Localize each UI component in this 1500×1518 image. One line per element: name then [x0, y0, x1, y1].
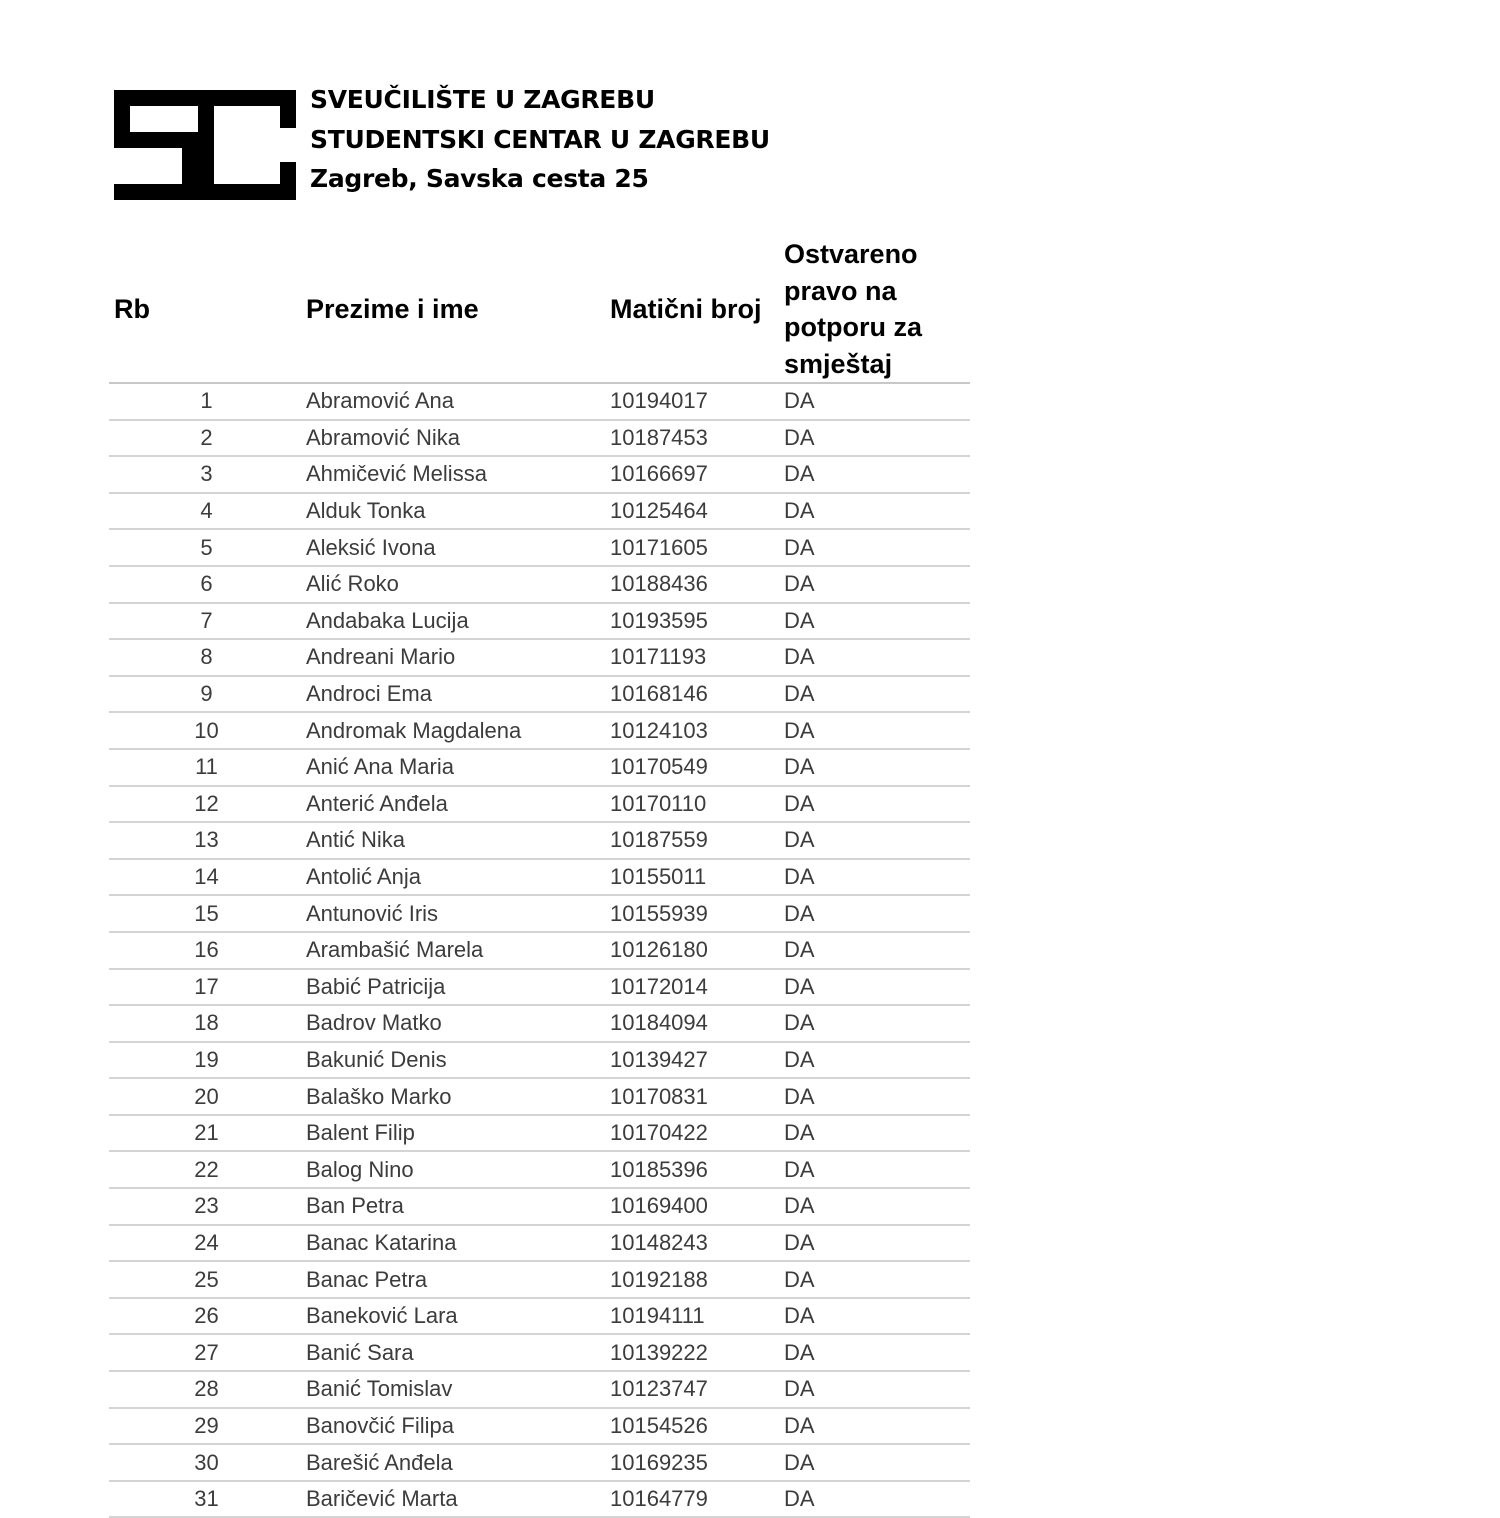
entitlement-status: DA: [784, 786, 970, 823]
student-id: 10154526: [609, 1408, 784, 1445]
row-number: 11: [109, 749, 304, 786]
row-number: 5: [109, 529, 304, 566]
student-name: Banac Katarina: [304, 1225, 609, 1262]
student-id: 10192188: [609, 1261, 784, 1298]
student-id: 10148243: [609, 1225, 784, 1262]
student-id: 10169235: [609, 1444, 784, 1481]
entitlement-status: DA: [784, 822, 970, 859]
student-name: Abramović Ana: [304, 383, 609, 420]
table-row: [109, 786, 970, 823]
table-row: [109, 822, 970, 859]
student-name: Alić Roko: [304, 566, 609, 603]
entitlement-status: DA: [784, 1298, 970, 1335]
table-row: [109, 859, 970, 896]
student-name: Balog Nino: [304, 1151, 609, 1188]
table-row: [109, 1298, 970, 1335]
student-id: 10123747: [609, 1371, 784, 1408]
row-number: 13: [109, 822, 304, 859]
row-number: 15: [109, 895, 304, 932]
student-id: 10139427: [609, 1042, 784, 1079]
row-number: 17: [109, 969, 304, 1006]
row-number: 26: [109, 1298, 304, 1335]
table-row: [109, 1151, 970, 1188]
entitlement-status: DA: [784, 895, 970, 932]
student-id: 10184094: [609, 1005, 784, 1042]
student-name: Bakunić Denis: [304, 1042, 609, 1079]
table-row: [109, 1444, 970, 1481]
student-id: 10170549: [609, 749, 784, 786]
row-number: 1: [109, 383, 304, 420]
entitlement-status: DA: [784, 1115, 970, 1152]
student-id: 10188436: [609, 566, 784, 603]
student-name: Banac Petra: [304, 1261, 609, 1298]
column-header-rb: Rb: [109, 234, 304, 383]
entitlement-status: DA: [784, 1481, 970, 1518]
student-id: 10139222: [609, 1334, 784, 1371]
table-row: [109, 603, 970, 640]
student-name: Balaško Marko: [304, 1078, 609, 1115]
entitlement-status: DA: [784, 383, 970, 420]
student-id: 10171605: [609, 529, 784, 566]
table-row: [109, 676, 970, 713]
student-name: Andreani Mario: [304, 639, 609, 676]
table-row: [109, 566, 970, 603]
student-name: Balent Filip: [304, 1115, 609, 1152]
row-number: 2: [109, 420, 304, 457]
student-id: 10187559: [609, 822, 784, 859]
student-name: Antić Nika: [304, 822, 609, 859]
table-row: [109, 420, 970, 457]
university-name: SVEUČILIŠTE U ZAGREBU: [310, 85, 655, 114]
student-id: 10155939: [609, 895, 784, 932]
row-number: 19: [109, 1042, 304, 1079]
entitlement-status: DA: [784, 1225, 970, 1262]
student-name: Antunović Iris: [304, 895, 609, 932]
table-row: [109, 969, 970, 1006]
student-name: Banić Tomislav: [304, 1371, 609, 1408]
student-id: 10126180: [609, 932, 784, 969]
student-name: Alduk Tonka: [304, 493, 609, 530]
organization-block: [310, 80, 770, 199]
row-number: 3: [109, 456, 304, 493]
row-number: 18: [109, 1005, 304, 1042]
row-number: 24: [109, 1225, 304, 1262]
table-row: [109, 1481, 970, 1518]
entitlement-status: DA: [784, 1444, 970, 1481]
row-number: 29: [109, 1408, 304, 1445]
table-row: [109, 895, 970, 932]
student-id: 10164779: [609, 1481, 784, 1518]
entitlement-status: DA: [784, 1261, 970, 1298]
table-row: [109, 1225, 970, 1262]
student-name: Andromak Magdalena: [304, 712, 609, 749]
student-name: Banić Sara: [304, 1334, 609, 1371]
student-name: Andabaka Lucija: [304, 603, 609, 640]
table-row: [109, 1188, 970, 1225]
row-number: 14: [109, 859, 304, 896]
row-number: 6: [109, 566, 304, 603]
entitlement-status: DA: [784, 1334, 970, 1371]
student-id: 10169400: [609, 1188, 784, 1225]
student-name: Ahmičević Melissa: [304, 456, 609, 493]
student-name: Antolić Anja: [304, 859, 609, 896]
column-header-name: Prezime i ime: [304, 234, 609, 383]
student-id: 10194017: [609, 383, 784, 420]
student-id: 10166697: [609, 456, 784, 493]
student-id: 10170831: [609, 1078, 784, 1115]
center-name: STUDENTSKI CENTAR U ZAGREBU: [310, 124, 770, 154]
entitlement-status: DA: [784, 676, 970, 713]
table-row: [109, 932, 970, 969]
student-name: Banovčić Filipa: [304, 1408, 609, 1445]
table-row: [109, 1261, 970, 1298]
row-number: 10: [109, 712, 304, 749]
row-number: 30: [109, 1444, 304, 1481]
student-id: 10193595: [609, 603, 784, 640]
row-number: 31: [109, 1481, 304, 1518]
student-id: 10185396: [609, 1151, 784, 1188]
entitlement-status: DA: [784, 420, 970, 457]
row-number: 8: [109, 639, 304, 676]
student-name: Anić Ana Maria: [304, 749, 609, 786]
address: Zagreb, Savska cesta 25: [310, 164, 649, 193]
student-name: Badrov Matko: [304, 1005, 609, 1042]
table-row: [109, 529, 970, 566]
table-row: [109, 1115, 970, 1152]
row-number: 16: [109, 932, 304, 969]
entitlement-status: DA: [784, 1371, 970, 1408]
student-id: 10124103: [609, 712, 784, 749]
entitlement-status: DA: [784, 1078, 970, 1115]
row-number: 21: [109, 1115, 304, 1152]
student-name: Abramović Nika: [304, 420, 609, 457]
student-id: 10194111: [609, 1298, 784, 1335]
row-number: 7: [109, 603, 304, 640]
table-row: [109, 1005, 970, 1042]
entitlement-status: DA: [784, 639, 970, 676]
row-number: 25: [109, 1261, 304, 1298]
entitlement-status: DA: [784, 1042, 970, 1079]
student-id: 10172014: [609, 969, 784, 1006]
table-row: [109, 639, 970, 676]
row-number: 22: [109, 1151, 304, 1188]
table-row: [109, 1334, 970, 1371]
column-header-id: Matični broj: [609, 234, 784, 383]
entitlement-status: DA: [784, 529, 970, 566]
student-name: Androci Ema: [304, 676, 609, 713]
student-id: 10125464: [609, 493, 784, 530]
entitlement-status: DA: [784, 566, 970, 603]
row-number: 23: [109, 1188, 304, 1225]
student-name: Baneković Lara: [304, 1298, 609, 1335]
row-number: 28: [109, 1371, 304, 1408]
student-name: Ban Petra: [304, 1188, 609, 1225]
table-row: [109, 1371, 970, 1408]
student-list-table: [109, 234, 970, 1518]
student-name: Anterić Anđela: [304, 786, 609, 823]
student-name: Barešić Anđela: [304, 1444, 609, 1481]
entitlement-status: DA: [784, 456, 970, 493]
student-id: 10171193: [609, 639, 784, 676]
table-row: [109, 456, 970, 493]
document-header: [114, 80, 814, 202]
entitlement-status: DA: [784, 969, 970, 1006]
table-header-row: [109, 234, 970, 383]
table-body: [109, 383, 970, 1517]
entitlement-status: DA: [784, 1005, 970, 1042]
entitlement-status: DA: [784, 859, 970, 896]
row-number: 9: [109, 676, 304, 713]
student-name: Baričević Marta: [304, 1481, 609, 1518]
student-id: 10155011: [609, 859, 784, 896]
student-id: 10170110: [609, 786, 784, 823]
row-number: 12: [109, 786, 304, 823]
entitlement-status: DA: [784, 603, 970, 640]
entitlement-status: DA: [784, 712, 970, 749]
entitlement-status: DA: [784, 1188, 970, 1225]
row-number: 4: [109, 493, 304, 530]
table-row: [109, 749, 970, 786]
table-row: [109, 1042, 970, 1079]
entitlement-status: DA: [784, 1408, 970, 1445]
table-row: [109, 383, 970, 420]
entitlement-status: DA: [784, 493, 970, 530]
entitlement-status: DA: [784, 1151, 970, 1188]
table-row: [109, 493, 970, 530]
entitlement-status: DA: [784, 932, 970, 969]
row-number: 27: [109, 1334, 304, 1371]
student-name: Aleksić Ivona: [304, 529, 609, 566]
table-row: [109, 712, 970, 749]
table-row: [109, 1408, 970, 1445]
entitlement-status: DA: [784, 749, 970, 786]
row-number: 20: [109, 1078, 304, 1115]
student-id: 10168146: [609, 676, 784, 713]
sc-logo-icon: [114, 90, 296, 200]
column-header-entitlement: Ostvareno pravo na potporu za smještaj: [784, 234, 970, 383]
student-id: 10187453: [609, 420, 784, 457]
student-name: Arambašić Marela: [304, 932, 609, 969]
student-id: 10170422: [609, 1115, 784, 1152]
student-name: Babić Patricija: [304, 969, 609, 1006]
table-row: [109, 1078, 970, 1115]
